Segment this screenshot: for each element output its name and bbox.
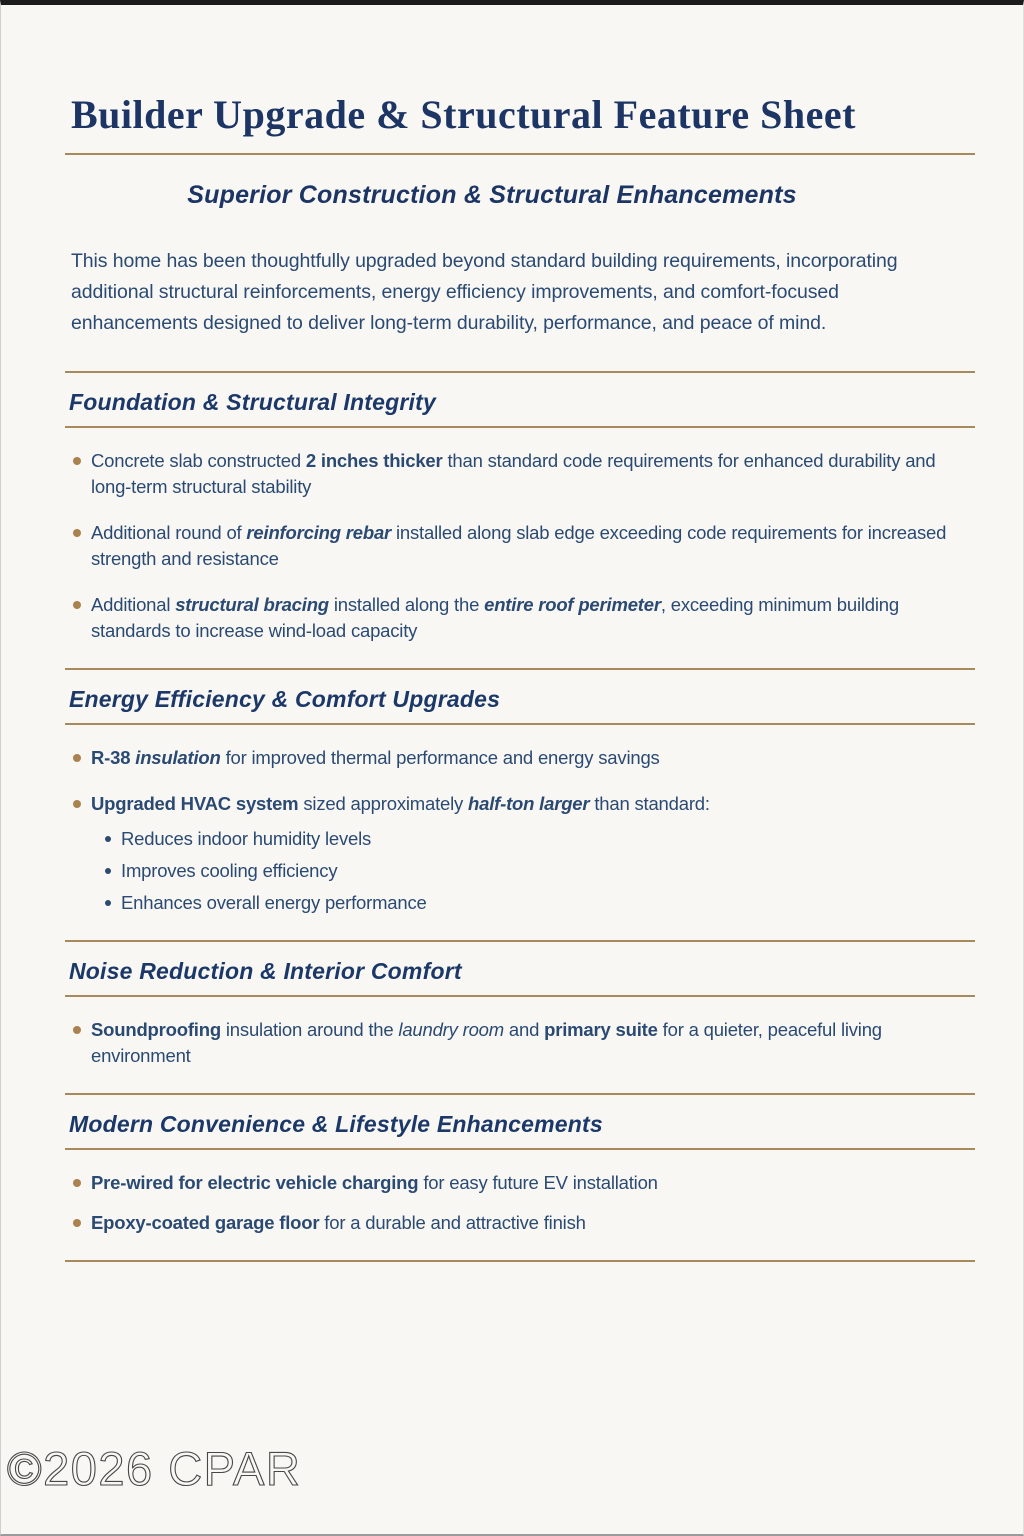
section — [65, 371, 975, 668]
bullet-text-segment: for a durable and attractive finish — [319, 1212, 586, 1233]
bullet-item — [71, 745, 975, 771]
bullet-text — [91, 1210, 586, 1236]
bullet-text — [91, 745, 660, 771]
bullet-text-segment: for improved thermal performance and energy savings — [220, 747, 660, 768]
sub-bullet-text: Enhances overall energy performance — [121, 892, 427, 913]
intro-paragraph: This home has been thoughtfully upgraded beyond standard building requirements, incorporating additional structural reinforcements, energy efficiency improvements, and comfort-focused enhancements designed to deliver long-term durability, performance, and peace of mind. — [71, 250, 898, 334]
sub-bullet-text: Improves cooling efficiency — [121, 860, 338, 881]
bullet-icon — [73, 1026, 81, 1034]
bullet-icon — [73, 601, 81, 609]
sub-bullet-icon — [105, 836, 111, 842]
bullet-text-segment: Upgraded HVAC system — [91, 793, 299, 814]
bullet-icon — [73, 1179, 81, 1187]
bullet-text-segment: installed along the — [328, 594, 485, 615]
bullet-text-segment: 2 inches thicker — [305, 450, 443, 471]
bullet-text — [91, 592, 975, 644]
section — [65, 668, 975, 940]
bullet-text-segment: Epoxy-coated garage floor — [91, 1212, 320, 1233]
bullet-text — [91, 1170, 658, 1196]
bullet-text-segment: than standard code requirements for enhanced durability and long-term structural stability — [91, 450, 936, 497]
bullet-text-segment: structural bracing — [175, 594, 329, 615]
section-top-divider — [65, 940, 975, 942]
sections — [65, 371, 975, 1262]
bullet-text-segment: sized approximately — [298, 793, 469, 814]
bullet-list — [65, 428, 975, 668]
bullet-icon — [73, 800, 81, 808]
sub-bullet-item — [105, 858, 710, 884]
bullet-text-segment: Additional round of — [91, 522, 247, 543]
bullet-text-segment: for easy future EV installation — [418, 1172, 658, 1193]
bullet-text-segment: for a quieter, peaceful living environment — [91, 1019, 882, 1066]
bullet-text-segment: Soundproofing — [91, 1019, 221, 1040]
bullet-text-segment: and — [503, 1019, 545, 1040]
bullet-text-segment: insulation — [135, 747, 221, 768]
bullet-text-segment: than standard: — [589, 793, 710, 814]
bullet-item — [71, 1210, 975, 1236]
bullet-text-segment: , exceeding minimum building standards to increase wind-load capacity — [91, 594, 899, 641]
bullet-text — [91, 448, 975, 500]
page-subtitle: Superior Construction & Structural Enhancements — [187, 181, 797, 209]
bullet-list — [65, 1150, 975, 1260]
bullet-text-segment: entire roof perimeter — [484, 594, 661, 615]
bullet-text-segment: half-ton larger — [468, 793, 590, 814]
bullet-icon — [73, 1219, 81, 1227]
page-content — [1, 5, 1023, 1262]
sub-bullet-icon — [105, 868, 111, 874]
bullet-text-segment: laundry room — [398, 1019, 504, 1040]
section-heading: Modern Convenience & Lifestyle Enhancements — [69, 1111, 603, 1137]
bullet-text-segment: Additional — [91, 594, 176, 615]
section-top-divider — [65, 668, 975, 670]
title-divider — [65, 153, 975, 155]
section-heading: Noise Reduction & Interior Comfort — [69, 958, 462, 984]
sub-bullet-item — [105, 890, 710, 916]
sub-bullet-text: Reduces indoor humidity levels — [121, 828, 372, 849]
section-top-divider — [65, 1093, 975, 1095]
bullet-text — [91, 1017, 975, 1069]
bullet-item — [71, 791, 975, 916]
bullet-text-segment: R-38 — [91, 747, 136, 768]
bullet-text — [91, 791, 710, 916]
bullet-icon — [73, 457, 81, 465]
sub-bullet-item — [105, 826, 710, 852]
bullet-item — [71, 448, 975, 500]
sub-bullet-icon — [105, 900, 111, 906]
bullet-list — [65, 997, 975, 1093]
bullet-item — [71, 1017, 975, 1069]
closing-divider — [65, 1260, 975, 1262]
bullet-text — [91, 520, 975, 572]
bullet-text-segment: Pre-wired for electric vehicle charging — [91, 1172, 419, 1193]
bullet-text-segment: Concrete slab constructed — [91, 450, 306, 471]
section-heading: Foundation & Structural Integrity — [69, 389, 436, 415]
sub-bullet-list — [91, 826, 710, 916]
page-title: Builder Upgrade & Structural Feature Sheet — [71, 92, 857, 137]
section — [65, 1093, 975, 1260]
bullet-text-segment: reinforcing rebar — [246, 522, 392, 543]
copyright-watermark: ©2026 CPAR — [7, 1442, 302, 1495]
section-top-divider — [65, 371, 975, 373]
section — [65, 940, 975, 1093]
bullet-icon — [73, 754, 81, 762]
bullet-text-segment: primary suite — [544, 1019, 658, 1040]
bullet-text-segment: installed along slab edge exceeding code requirements for increased strength and resistance — [91, 522, 947, 569]
bullet-list — [65, 725, 975, 940]
bullet-item — [71, 592, 975, 644]
bullet-icon — [73, 529, 81, 537]
bullet-item — [71, 1170, 975, 1196]
section-heading: Energy Efficiency & Comfort Upgrades — [69, 686, 501, 712]
bullet-text-segment: insulation around the — [220, 1019, 399, 1040]
bullet-item — [71, 520, 975, 572]
